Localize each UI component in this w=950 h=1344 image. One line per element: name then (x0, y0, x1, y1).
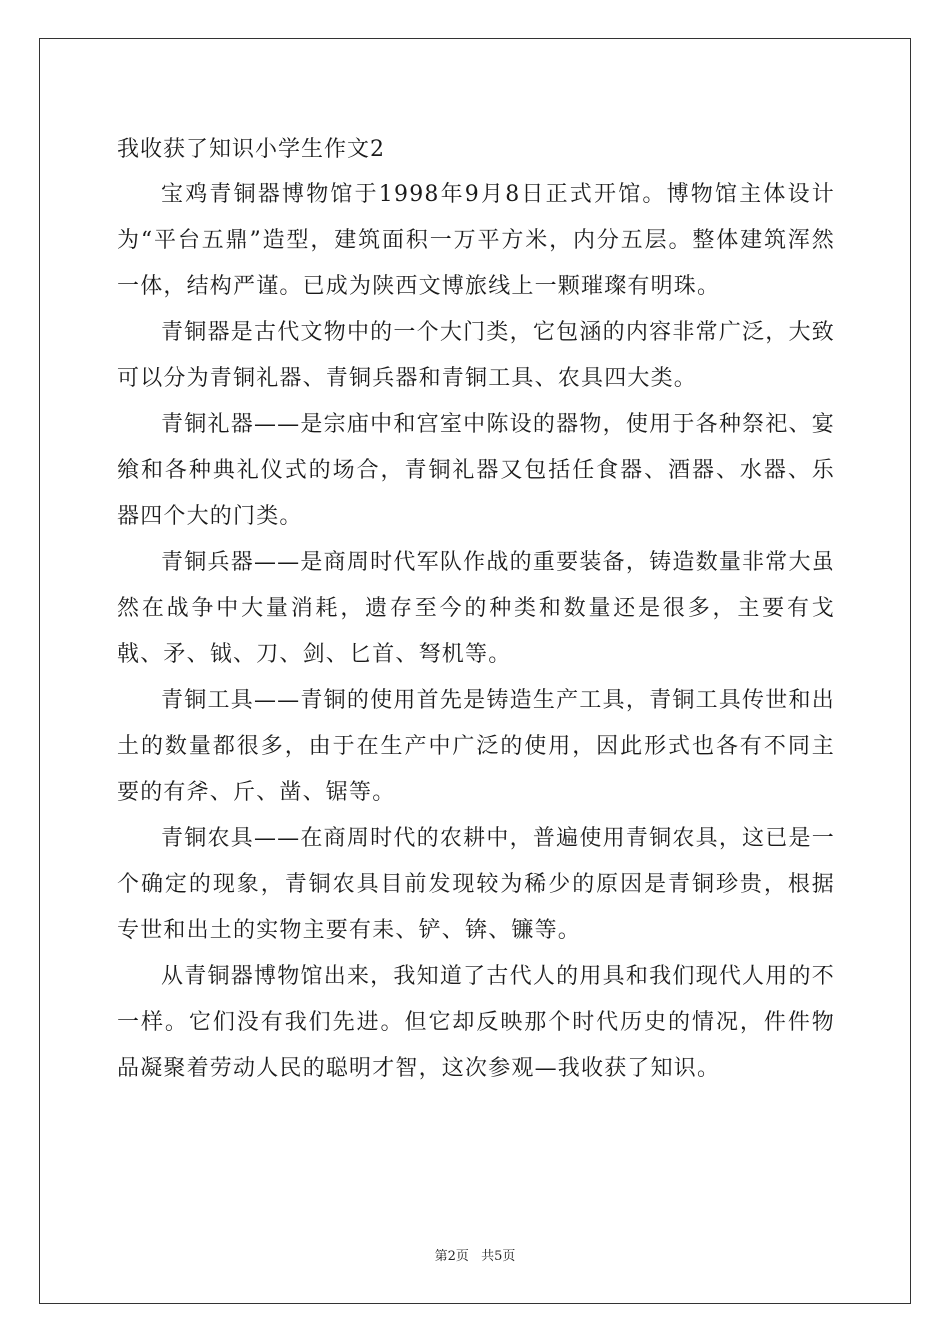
page-footer (0, 1245, 950, 1264)
paragraph-bronze-weapons: 青铜兵器——是商周时代军队作战的重要装备，铸造数量非常大虽然在战争中大量消耗，遗存至今的种类和数量还是很多，主要有戈戟、矛、钺、刀、剑、匕首、弩机等。 (117, 550, 835, 667)
paragraph-bronze-farm-tools: 青铜农具——在商周时代的农耕中，普遍使用青铜农具，这已是一个确定的现象，青铜农具目前发现较为稀少的原因是青铜珍贵，根据专世和出土的实物主要有耒、铲、锛、镰等。 (117, 826, 835, 943)
paragraph-bronze-tools: 青铜工具——青铜的使用首先是铸造生产工具，青铜工具传世和出土的数量都很多，由于在生产中广泛的使用，因此形式也各有不同主要的有斧、斤、凿、锯等。 (117, 688, 835, 805)
document-title: 我收获了知识小学生作文2 (117, 137, 385, 162)
paragraph-ritual-vessels: 青铜礼器——是宗庙中和宫室中陈设的器物，使用于各种祭祀、宴飨和各种典礼仪式的场合，青铜礼器又包括任食器、酒器、水器、乐器四个大的门类。 (117, 412, 835, 529)
paragraph-conclusion: 从青铜器博物馆出来，我知道了古代人的用具和我们现代人用的不一样。它们没有我们先进。但它却反映那个时代历史的情况，件件物品凝聚着劳动人民的聪明才智，这次参观—我收获了知识。 (117, 964, 835, 1081)
document-body (117, 128, 835, 1092)
page-number-current: 第2页 (434, 1249, 469, 1264)
page-number-total: 共5页 (481, 1249, 516, 1264)
paragraph-bronze-categories: 青铜器是古代文物中的一个大门类，它包涵的内容非常广泛，大致可以分为青铜礼器、青铜兵器和青铜工具、农具四大类。 (117, 320, 835, 391)
paragraph-museum-intro: 宝鸡青铜器博物馆于1998年9月8日正式开馆。博物馆主体设计为“平台五鼎”造型，建筑面积一万平方米，内分五层。整体建筑浑然一体，结构严谨。已成为陕西文博旅线上一颗璀璨有明珠。 (117, 182, 835, 299)
